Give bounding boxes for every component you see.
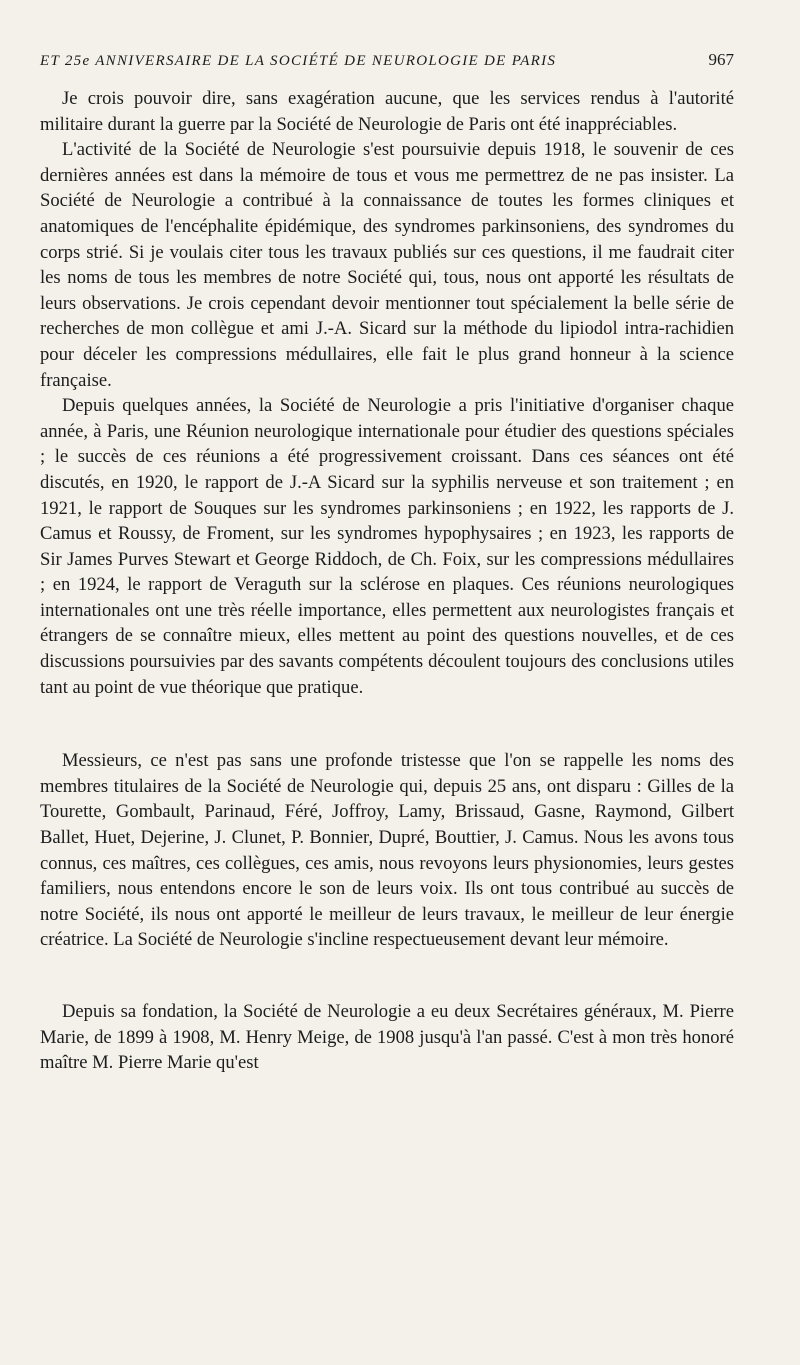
paragraph-4: Messieurs, ce n'est pas sans une profonde tristesse que l'on se rappelle les noms des membres titulaires de la Société de Neurologie qui, depuis 25 ans, ont disparu : Gilles de la Tourette, Gombault, Parinaud, Féré, Joffroy, Lamy, Brissaud, Gasne, Raymond, Gilbert Ballet, Huet, Dejerine, J. Clunet, P. Bonnier, Dupré, Bouttier, J. Camus. Nous les avons tous connus, ces maîtres, ces collègues, ces amis, nous revoyons leurs physionomies, leurs gestes familiers, nous entendons encore le son de leurs voix. Ils ont tous contribué au succès de notre Société, ils nous ont apporté le meilleur de leurs travaux, le meilleur de leur énergie créatrice. La Société de Neurologie s'incline respectueusement devant leur mémoire.	[40, 750, 734, 951]
paragraph-2: L'activité de la Société de Neurologie s'est poursuivie depuis 1918, le souvenir de ces dernières années est dans la mémoire de tous et vous me permettrez de ne pas insister. La Société de Neurologie a contribué à la connaissance de toutes les formes cliniques et anatomiques de l'encéphalite épidémique, des syndromes parkinsoniens, des syndromes du corps strié. Si je voulais citer tous les travaux publiés sur ces questions, il me faudrait citer les noms de tous les membres de notre Société qui, tous, nous ont apporté les résultats de leurs observations. Je crois cependant devoir mentionner tout spécialement la belle série de recherches de mon collègue et ami J.-A. Sicard sur la méthode du lipiodol intra-rachidien pour déceler les compressions médullaires, elle fait le plus grand honneur à la science française.	[40, 139, 734, 391]
header-title: ET 25e ANNIVERSAIRE DE LA SOCIÉTÉ DE NEUROLOGIE DE PARIS	[40, 53, 557, 69]
paragraph-3: Depuis quelques années, la Société de Neurologie a pris l'initiative d'organiser chaque année, à Paris, une Réunion neurologique internationale pour étudier des questions spéciales ; le succès de ces réunions a été progressivement croissant. Dans ces séances ont été discutés, en 1920, le rapport de J.-A Sicard sur la syphilis nerveuse et son traitement ; en 1921, le rapport de Souques sur les syndromes parkinsoniens ; en 1922, les rapports de J. Camus et Roussy, de Froment, sur les syndromes hypophysaires ; en 1923, les rapports de Sir James Purves Stewart et George Riddoch, de Ch. Foix, sur les compressions médullaires ; en 1924, le rapport de Veraguth sur la sclérose en plaques. Ces réunions neurologiques internationales ont une très réelle importance, elles permettent aux neurologistes français et étrangers de se connaître mieux, elles mettent au point des questions nouvelles, et de ces discussions poursuivies par des savants compétents découlent toujours des conclusions utiles tant au point de vue théorique que pratique.	[40, 395, 734, 698]
section-gap	[40, 953, 734, 999]
section-gap	[40, 700, 734, 748]
paragraph-5: Depuis sa fondation, la Société de Neurologie a eu deux Secrétaires généraux, M. Pierre Marie, de 1899 à 1908, M. Henry Meige, de 1908 jusqu'à l'an passé. C'est à mon très honoré maître M. Pierre Marie qu'est	[40, 1001, 734, 1074]
running-header	[40, 50, 734, 70]
page-number: 967	[708, 50, 734, 69]
paragraph-1: Je crois pouvoir dire, sans exagération aucune, que les services rendus à l'autorité militaire durant la guerre par la Société de Neurologie de Paris ont été inappréciables.	[40, 88, 734, 135]
